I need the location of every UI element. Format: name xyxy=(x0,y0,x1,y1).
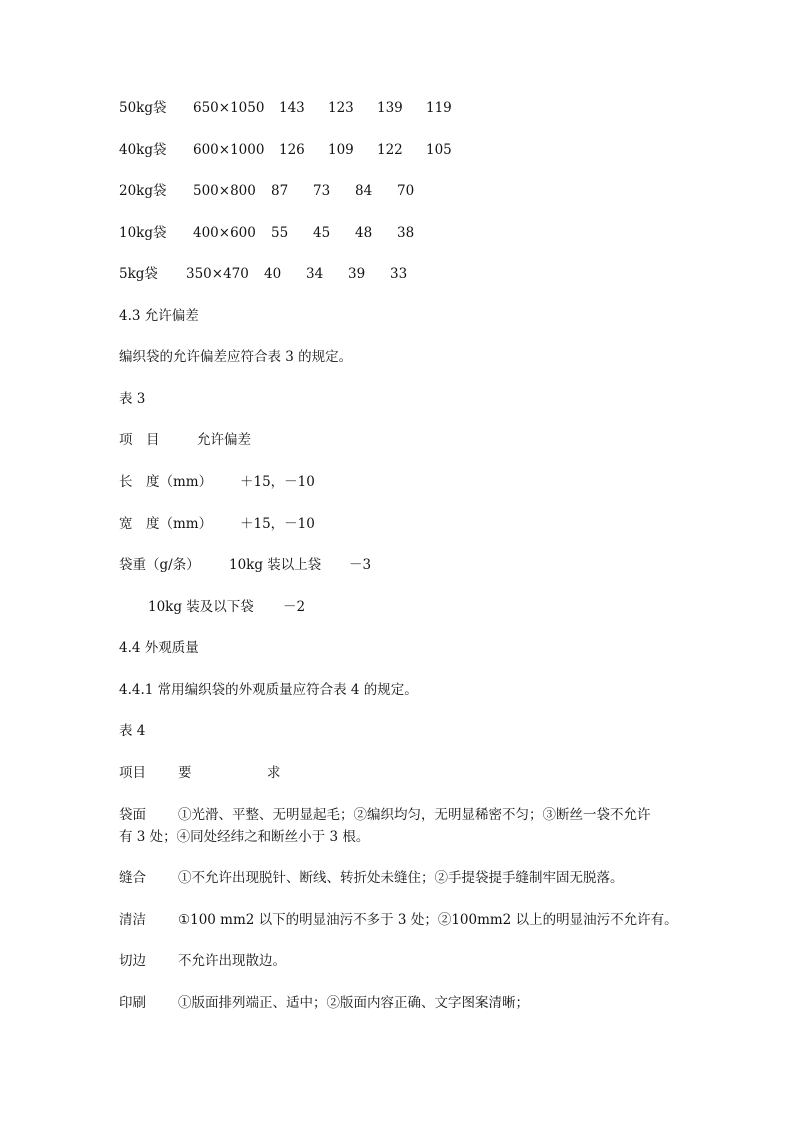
value-cell: ＋15，－10 xyxy=(240,516,315,532)
item-cell: 宽 度（mm） xyxy=(119,516,213,532)
spec-cell: 40kg袋 xyxy=(119,142,167,158)
requirement-cell: 有 3 处；④同处经纬之和断丝小于 3 根。 xyxy=(119,829,370,845)
table4-title: 表 4 xyxy=(119,723,146,739)
value-cell: 84 xyxy=(355,183,373,199)
value-cell: 39 xyxy=(348,266,366,282)
size-cell: 650×1050 xyxy=(193,100,265,116)
spec-cell: 10kg袋 xyxy=(119,225,167,241)
section-heading-4-4: 4.4 外观质量 xyxy=(119,640,199,656)
item-cell: 缝合 xyxy=(119,870,146,886)
item-cell: 清洁 xyxy=(119,912,146,928)
table3-title: 表 3 xyxy=(119,391,146,407)
section-intro-4-4: 4.4.1 常用编织袋的外观质量应符合表 4 的规定。 xyxy=(119,682,418,698)
section-heading-4-3: 4.3 允许偏差 xyxy=(119,308,199,324)
item-cell: 长 度（mm） xyxy=(119,474,213,490)
value-cell: 126 xyxy=(279,142,305,158)
spec-cell: 20kg袋 xyxy=(119,183,167,199)
value-cell: 45 xyxy=(313,225,331,241)
value-cell: 70 xyxy=(397,183,415,199)
spec-cell: 50kg袋 xyxy=(119,100,167,116)
header-item: 项目 xyxy=(119,765,146,781)
value-cell: 38 xyxy=(397,225,415,241)
value-cell: 48 xyxy=(355,225,373,241)
value-cell: 40 xyxy=(264,266,282,282)
requirement-cell: ①光滑、平整、无明显起毛；②编织均匀，无明显稀密不匀；③断丝一袋不允许 xyxy=(178,807,651,823)
value-cell: ＋15，－10 xyxy=(240,474,315,490)
header-item: 项 目 xyxy=(119,432,160,448)
item-cell: 切边 xyxy=(119,953,146,969)
header-req: 求 xyxy=(267,765,281,781)
value-cell: 55 xyxy=(271,225,289,241)
value-cell: 87 xyxy=(271,183,289,199)
value-cell: 139 xyxy=(377,100,403,116)
section-intro-4-3: 编织袋的允许偏差应符合表 3 的规定。 xyxy=(119,349,353,365)
sub-cell: 10kg 装以上袋 xyxy=(229,557,322,573)
value-cell: 34 xyxy=(306,266,324,282)
value-cell: 123 xyxy=(328,100,354,116)
item-cell: 印刷 xyxy=(119,995,146,1011)
value-cell: 143 xyxy=(279,100,305,116)
sub-cell: 10kg 装及以下袋 xyxy=(148,599,254,615)
item-cell: 袋面 xyxy=(119,807,146,823)
item-cell: 袋重（g/条） xyxy=(119,557,200,573)
size-cell: 400×600 xyxy=(193,225,256,241)
requirement-cell: ①100 mm2 以下的明显油污不多于 3 处；②100mm2 以上的明显油污不允许有。 xyxy=(178,912,678,928)
value-cell: －2 xyxy=(283,599,306,615)
value-cell: 119 xyxy=(426,100,452,116)
size-cell: 500×800 xyxy=(193,183,256,199)
value-cell: 109 xyxy=(328,142,354,158)
requirement-cell: 不允许出现散边。 xyxy=(178,953,286,969)
size-cell: 600×1000 xyxy=(193,142,265,158)
value-cell: 73 xyxy=(313,183,331,199)
size-cell: 350×470 xyxy=(186,266,249,282)
requirement-cell: ①版面排列端正、适中；②版面内容正确、文字图案清晰； xyxy=(178,995,529,1011)
value-cell: 122 xyxy=(377,142,403,158)
spec-cell: 5kg袋 xyxy=(119,266,158,282)
header-req: 要 xyxy=(178,765,192,781)
value-cell: 105 xyxy=(426,142,452,158)
value-cell: －3 xyxy=(349,557,372,573)
header-value: 允许偏差 xyxy=(197,432,251,448)
value-cell: 33 xyxy=(390,266,408,282)
requirement-cell: ①不允许出现脱针、断线、转折处未缝住；②手提袋提手缝制牢固无脱落。 xyxy=(178,870,624,886)
